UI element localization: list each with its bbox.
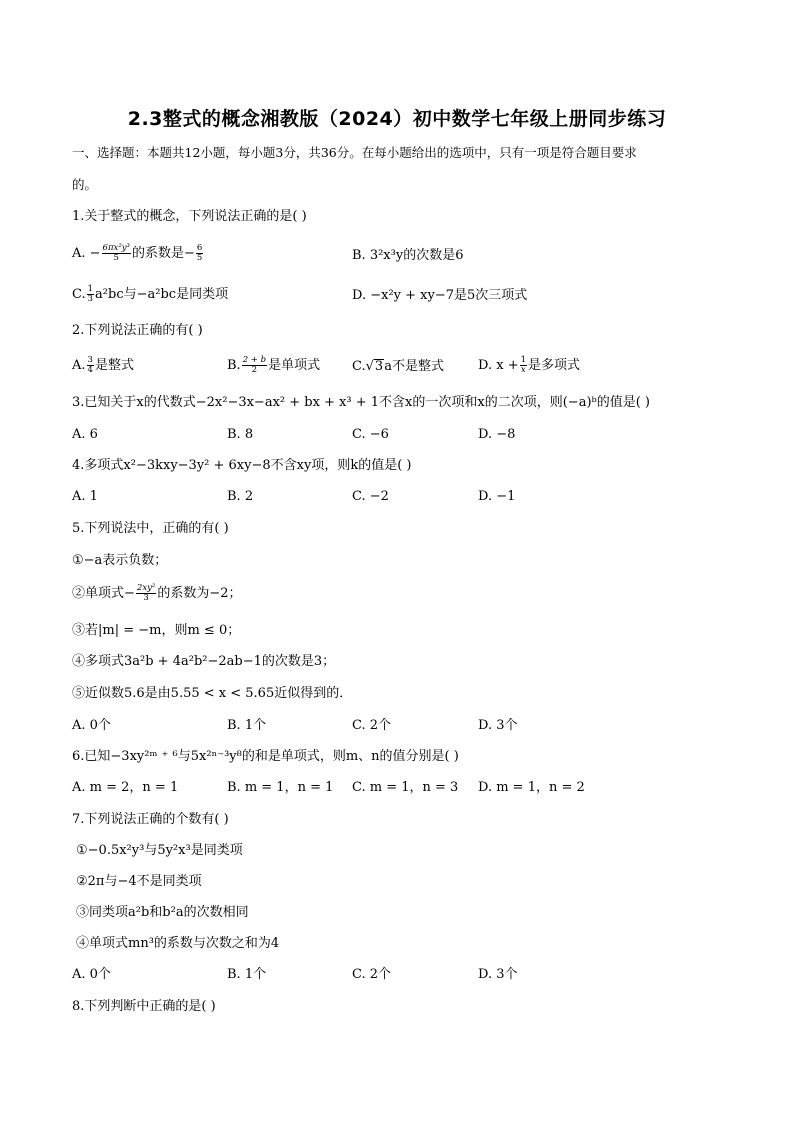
fraction: $\frac{\text{6πx²y³}}{5}$ — [102, 243, 130, 263]
radical: 3 — [374, 359, 384, 374]
fraction: $\frac{3}{4}$ — [87, 355, 93, 375]
option-label: A. − — [72, 246, 101, 261]
fraction: $\frac{6}{5}$ — [196, 243, 203, 263]
question-6-stem: 6.已知−3xy²ᵐ ⁺ ⁶与5x²ⁿ⁻³y⁸的和是单项式，则m、n的值分别是( ) — [72, 749, 459, 764]
question-6-option-d: D. m = 1，n = 2 — [478, 780, 585, 795]
question-7-statement-2: ②2π与−4不是同类项 — [76, 874, 202, 889]
question-2-option-d: D. x + $\frac{1}{x}$ 是多项式 — [478, 355, 581, 375]
question-3-option-b: B. 8 — [227, 427, 254, 442]
question-7-statement-4: ④单项式mn³的系数与次数之和为4 — [76, 936, 280, 951]
question-1-option-b: B. 3²x³y的次数是6 — [352, 248, 464, 263]
question-1-option-d: D. −x²y + xy−7是5次三项式 — [352, 288, 528, 303]
question-4-option-a: A. 1 — [72, 489, 98, 504]
fraction: $\frac{2 + b}{2}$ — [242, 355, 267, 375]
question-6-option-b: B. m = 1，n = 1 — [227, 780, 334, 795]
question-3-stem: 3.已知关于x的代数式−2x²−3x−ax² + bx + x³ + 1不含x的一次项和x的二次项，则(−a)ᵇ的值是( ) — [72, 395, 650, 410]
question-5-option-c: C. 2个 — [352, 718, 392, 733]
question-1-option-c: C. $\frac{1}{3}$ a²bc与−a²bc是同类项 — [72, 284, 229, 304]
question-5-stem: 5.下列说法中，正确的有( ) — [72, 521, 229, 536]
question-3-option-c: C. −6 — [352, 427, 389, 442]
question-5-option-d: D. 3个 — [478, 718, 518, 733]
question-2-option-c: C.√3a不是整式 — [352, 359, 444, 374]
question-1-option-a: A. − $\frac{\text{6πx²y³}}{5}$ 的系数是− $\frac{6}{5}$ — [72, 243, 203, 263]
fraction: $\frac{1}{x}$ — [520, 355, 527, 375]
question-5-statement-5: ⑤近似数5.6是由5.55 < x < 5.65近似得到的． — [72, 686, 353, 701]
question-2-stem: 2.下列说法正确的有( ) — [72, 323, 203, 338]
fraction: $\frac{1}{3}$ — [87, 284, 94, 304]
question-8-stem: 8.下列判断中正确的是( ) — [72, 999, 216, 1014]
question-5-statement-4: ④多项式3a²b + 4a²b²−2ab−1的次数是3； — [72, 654, 336, 669]
question-5-option-a: A. 0个 — [72, 718, 111, 733]
question-7-statement-1: ①−0.5x²y³与5y²x³是同类项 — [76, 843, 243, 858]
question-2-option-b: B. $\frac{2 + b}{2}$ 是单项式 — [227, 355, 321, 375]
question-6-option-a: A. m = 2，n = 1 — [72, 780, 179, 795]
question-6-option-c: C. m = 1，n = 3 — [352, 780, 459, 795]
question-4-option-c: C. −2 — [352, 489, 389, 504]
fraction: $\frac{\text{2xy²}}{3}$ — [136, 583, 156, 603]
question-7-option-c: C. 2个 — [352, 967, 392, 982]
question-5-statement-1: ①−a表示负数； — [72, 553, 168, 568]
question-7-stem: 7.下列说法正确的个数有( ) — [72, 812, 229, 827]
question-7-option-d: D. 3个 — [478, 967, 518, 982]
question-7-option-a: A. 0个 — [72, 967, 111, 982]
question-3-option-d: D. −8 — [478, 427, 516, 442]
question-1-stem: 1.关于整式的概念，下列说法正确的是( ) — [72, 209, 307, 224]
section-intro-line-1: 一、选择题：本题共12小题，每小题3分，共36分。在每小题给出的选项中，只有一项是符合题目要求 — [72, 145, 637, 160]
question-4-option-b: B. 2 — [227, 489, 254, 504]
question-4-option-d: D. −1 — [478, 489, 516, 504]
question-5-statement-3: ③若|m| = −m，则m ≤ 0； — [72, 623, 241, 638]
question-7-option-b: B. 1个 — [227, 967, 267, 982]
question-3-option-a: A. 6 — [72, 427, 98, 442]
question-4-stem: 4.多项式x²−3kxy−3y² + 6xy−8不含xy项，则k的值是( ) — [72, 458, 412, 473]
question-2-option-a: A. $\frac{3}{4}$ 是整式 — [72, 355, 134, 375]
question-7-statement-3: ③同类项a²b和b²a的次数相同 — [76, 905, 249, 920]
page-title: 2.3整式的概念湘教版（2024）初中数学七年级上册同步练习 — [127, 108, 667, 130]
question-5-option-b: B. 1个 — [227, 718, 267, 733]
question-5-statement-2: ②单项式− $\frac{\text{2xy²}}{3}$ 的系数为−2； — [72, 583, 242, 603]
section-intro-line-2: 的。 — [72, 177, 98, 192]
